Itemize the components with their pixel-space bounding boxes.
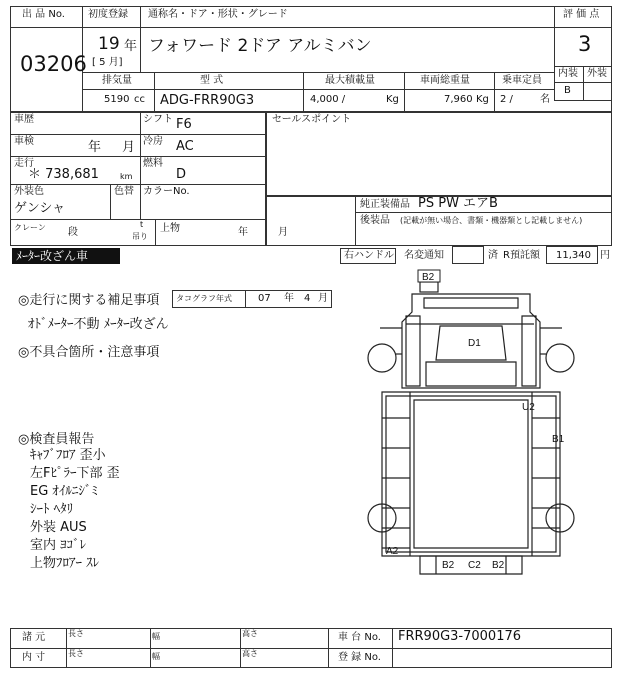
inspector-report-header: ◎検査員報告 [18,432,95,447]
length-label: 長さ [68,629,84,638]
width-label: 幅 [152,632,160,641]
sales-point-label: セールスポイント [272,114,352,125]
crane-ton-unit: t [140,220,144,229]
model-name-label: 通称名・ドア・形状・グレード [148,9,288,20]
driving-notes-header: ◎走行に関する補足事項 [18,293,160,308]
driving-note-text: ｵﾄﾞﾒｰﾀｰ不動 ﾒｰﾀｰ改ざん [28,317,169,332]
body-label: 上物 [160,223,180,234]
dims-label: 諸 元 [22,632,46,643]
capacity-value: 2 / [500,94,513,105]
inspection-label: 車検 [14,136,34,147]
gross-weight-unit: Kg [476,94,489,105]
capacity-label: 乗車定員 [502,75,542,86]
ac-label: 冷房 [143,136,163,147]
displacement-unit: cc [134,94,145,105]
height-label-inner: 高さ [242,649,258,658]
damage-mark: A2 [386,546,399,557]
mileage-unit: km [120,172,133,181]
name-change-label: 名変通知 [404,250,444,261]
recycle-fee-label: R預託額 [503,250,540,261]
inspector-item: 室内 ﾖｺﾞﾚ [30,538,87,553]
tachograph-month-unit: 月 [318,293,328,304]
inspection-year-unit: 年 [88,140,102,155]
damage-mark: B2 [492,560,505,571]
chassis-value: FRR90G3-7000176 [398,629,522,644]
damage-mark: D1 [468,338,481,349]
fuel-value: D [176,167,187,182]
tachograph-year: 07 [258,293,271,304]
aftermarket-label: 後装品 [360,215,390,226]
tachograph-label: タコグラフ年式 [176,294,232,303]
name-change-box [452,246,484,264]
max-load-label: 最大積載量 [325,75,375,86]
capacity-unit: 名 [540,94,550,105]
first-reg-label: 初度登録 [88,9,128,20]
damage-mark: C2 [468,560,481,571]
gross-weight-value: 7,960 [444,94,473,105]
model-code-label: 型 式 [200,75,224,86]
color-code-label: カラーNo. [143,186,190,197]
inspector-item: ｼｰﾄ ﾍﾀﾘ [30,502,74,517]
max-load-unit: Kg [386,94,399,105]
first-reg-month: [ 5 月] [92,57,123,68]
inspector-item: ｷｬﾌﾞﾌﾛｱ 歪小 [30,448,106,463]
inner-dims-label: 内 寸 [22,652,46,663]
length-label-inner: 長さ [68,649,84,658]
grade-label: 評 価 点 [563,9,600,20]
recycle-fee-unit: 円 [600,250,610,261]
inspection-month-unit: 月 [122,140,136,155]
history-label: 車歴 [14,114,34,125]
chassis-label: 車 台 No. [338,632,381,643]
damage-mark: B2 [422,272,435,283]
inspector-item: 外装 AUS [30,520,87,535]
crane-stage-unit: 段 [68,227,78,238]
width-label-inner: 幅 [152,652,160,661]
crane-label: クレーン [14,223,46,232]
crane-hoist-label: 吊り [132,232,148,241]
ac-value: AC [176,139,194,154]
color-change-label: 色替 [114,186,134,197]
shift-label: シフト [143,114,173,125]
body-year-unit: 年 [238,227,248,238]
lot-no-value: 03206 [20,52,87,76]
grade-value: 3 [578,32,592,56]
model-code-value: ADG-FRR90G3 [160,93,255,108]
ext-color-label: 外装色 [14,186,44,197]
max-load-value: 4,000 / [310,94,346,105]
recycle-fee-value: 11,340 [556,250,591,261]
displacement-label: 排気量 [102,75,132,86]
truck-damage-diagram [340,268,610,588]
tachograph-year-unit: 年 [284,293,294,304]
first-reg-year-unit: 年 [124,39,138,54]
fuel-label: 燃料 [143,158,163,169]
interior-grade-value: B [564,85,571,96]
equipment-value: PS PW エアB [418,196,498,211]
lot-no-label: 出 品 No. [22,9,65,20]
inspector-item: EG ｵｲﾙﾆｼﾞﾐ [30,484,98,499]
interior-label: 内装 [558,68,578,79]
displacement-value: 5190 [104,94,130,105]
right-hand-label: 右ハンドル [344,250,394,261]
inspector-item: 左Fﾋﾟﾗｰ下部 歪 [30,466,120,481]
body-month-unit: 月 [278,227,288,238]
tachograph-month: 4 [304,293,311,304]
damage-mark: U2 [522,402,535,413]
first-reg-year: 19 [98,34,120,54]
damage-mark: B1 [552,434,565,445]
mileage-label: 走行 [14,158,34,169]
height-label: 高さ [242,629,258,638]
shift-value: F6 [176,117,192,132]
aftermarket-note: (記載が無い場合、書類・機器類とし記載しません) [400,216,583,225]
damage-mark: B2 [442,560,455,571]
ext-color-value: ゲンシャ [14,201,66,216]
exterior-label: 外装 [587,68,607,79]
gross-weight-label: 車両総重量 [420,75,470,86]
defects-header: ◎不具合箇所・注意事項 [18,345,160,360]
reg-label: 登 録 No. [338,652,381,663]
recycle-done-label: 済 [488,250,498,261]
equipment-label: 純正装備品 [360,199,410,210]
mileage-value: ＊ 738,681 [28,167,99,182]
inspector-item: 上物ﾌﾛｱｰ ｽﾚ [30,556,100,571]
meter-tampered-banner: ﾒｰﾀｰ改ざん車 [12,248,120,264]
model-name-value: フォワード 2ドア アルミバン [148,36,372,56]
